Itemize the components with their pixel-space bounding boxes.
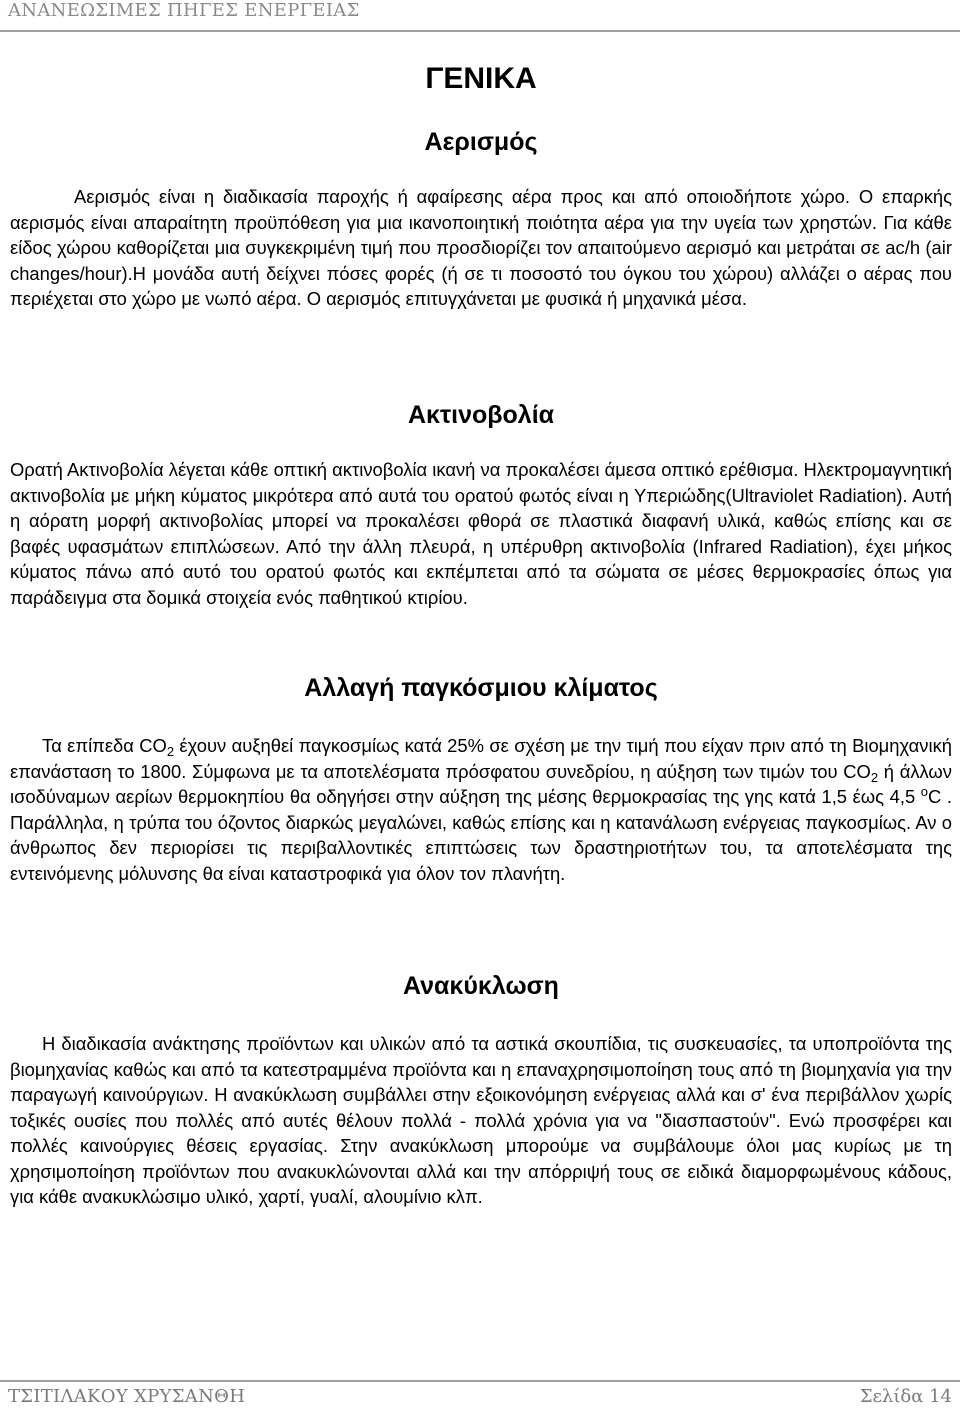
header-divider: [0, 30, 960, 32]
section-heading-ventilation: Αερισμός: [424, 128, 538, 156]
climate-text-part: Τα επίπεδα CO: [42, 735, 167, 756]
section-paragraph-climate-change: [10, 733, 952, 886]
degree-superscript: o: [920, 784, 929, 799]
section-heading-climate-change: Αλλαγή παγκόσμιου κλίματος: [304, 674, 658, 702]
climate-text-part: C . Παράλληλα, η τρύπα του όζοντος διαρκώς μεγαλώνει, καθώς επίσης και η κατανάλωση ενέργειας παγκοσμίως. Αν ο άνθρωπος δεν περιορίσει τις περιβαλλοντικές επιπτώσεις των δραστηριοτήτων του, τα αποτελέσματα της εντεινόμενης μόλυνσης θα είναι καταστροφικά για όλον τον πλανήτη.: [10, 786, 952, 884]
page-header: [0, 0, 960, 40]
subscript-2: 2: [870, 769, 879, 785]
section-paragraph-recycling: Η διαδικασία ανάκτησης προϊόντων και υλικών από τα αστικά σκουπίδια, τις συσκευασίες, τα υποπροϊόντα της βιομηχανίας καθώς και από τα κατεστραμμένα προϊόντα και η επαναχρησιμοποίηση τους από τη βιομηχανία για την παραγωγή καινούργιων. Η ανακύκλωση συμβάλλει στην εξοικονόμηση ενέργειας αλλά και σ' ένα περιβάλλον χωρίς τοξικές ουσίες που πολλές από αυτές θέλουν πολλά - πολλά χρόνια για να "διασπαστούν". Ενώ προσφέρει και πολλές καινούργιες θέσεις εργασίας. Στην ανακύκλωση μπορούμε να συμβάλουμε όλοι μας κυρίως με τη χρησιμοποίηση προϊόντων που ανακυκλώνονται αλλά και την απόρριψή τους σε ειδικά διαμορφωμένους κάδους, για κάθε ανακυκλώσιμο υλικό, χαρτί, γυαλί, αλουμίνιο κλπ.: [10, 1033, 952, 1207]
section-heading-recycling: Ανακύκλωση: [403, 972, 559, 1000]
page-footer: [0, 1380, 960, 1413]
page-title: ΓΕΝΙΚΑ: [425, 62, 537, 95]
section-heading-radiation: Ακτινοβολία: [407, 401, 555, 429]
subscript-2: 2: [166, 744, 175, 759]
climate-text-part: ή άλλων ισοδύναμων αερίων θερμοκηπίου θα οδηγήσει στην αύξηση της μέσης θερμοκρασίας της γης κατά 1,5 έως 4,5: [10, 760, 952, 807]
running-header: ΑΝΑΝΕΩΣΙΜΕΣ ΠΗΓΕΣ ΕΝΕΡΓΕΙΑΣ: [8, 0, 360, 21]
footer-divider: [0, 1380, 960, 1382]
climate-text-part: έχουν αυξηθεί παγκοσμίως κατά 25% σε σχέση με την τιμή που είχαν πριν από τη Βιομηχανική επανάσταση το 1800. Σύμφωνα με τα αποτελέσματα πρόσφατου συνεδρίου, η αύξηση των τιμών του CO: [10, 735, 952, 782]
section-paragraph-ventilation: Αερισμός είναι η διαδικασία παροχής ή αφαίρεσης αέρα προς και από οποιοδήποτε χώρο. Ο επαρκής αερισμός είναι απαραίτητη προϋπόθεση για μια ικανοποιητική ποιότητα αέρα για την υγεία των χρηστών. Για κάθε είδος χώρου καθορίζεται μια συγκεκριμένη τιμή που προσδιορίζει τον απαιτούμενο αερισμό και μετράται σε ac/h (air changes/hour).Η μονάδα αυτή δείχνει πόσες φορές (ή σε τι ποσοστό του όγκου του χώρου) αλλάζει ο αέρας που περιέχεται στο χώρο με νωπό αέρα. Ο αερισμός επιτυγχάνεται με φυσικά ή μηχανικά μέσα.: [10, 186, 952, 309]
footer-author: ΤΣΙΤΙΛΑΚΟΥ ΧΡΥΣΑΝΘΗ: [8, 1386, 246, 1407]
section-paragraph-radiation: Ορατή Ακτινοβολία λέγεται κάθε οπτική ακτινοβολία ικανή να προκαλέσει άμεσα οπτικό ερέθισμα. Ηλεκτρομαγνητική ακτινοβολία με μήκη κύματος μικρότερα από αυτά του ορατού φωτός είναι η Υπεριώδης(Ultraviolet Radiation). Αυτή η αόρατη μορφή ακτινοβολίας μπορεί να προκαλέσει φθορά σε πλαστικά διαφανή υλικά, καθώς επίσης και σε βαφές υφασμάτων επιπλώσεων. Από την άλλη πλευρά, η υπέρυθρη ακτινοβολία (Infrared Radiation), έχει μήκος κύματος πάνω από αυτό του ορατού φωτός και εκπέμπεται από τα σώματα σε μέσες θερμοκρασίες όπως για παράδειγμα στα δομικά στοιχεία ενός παθητικού κτιρίου.: [10, 459, 952, 608]
page-number: Σελίδα 14: [859, 1386, 952, 1407]
